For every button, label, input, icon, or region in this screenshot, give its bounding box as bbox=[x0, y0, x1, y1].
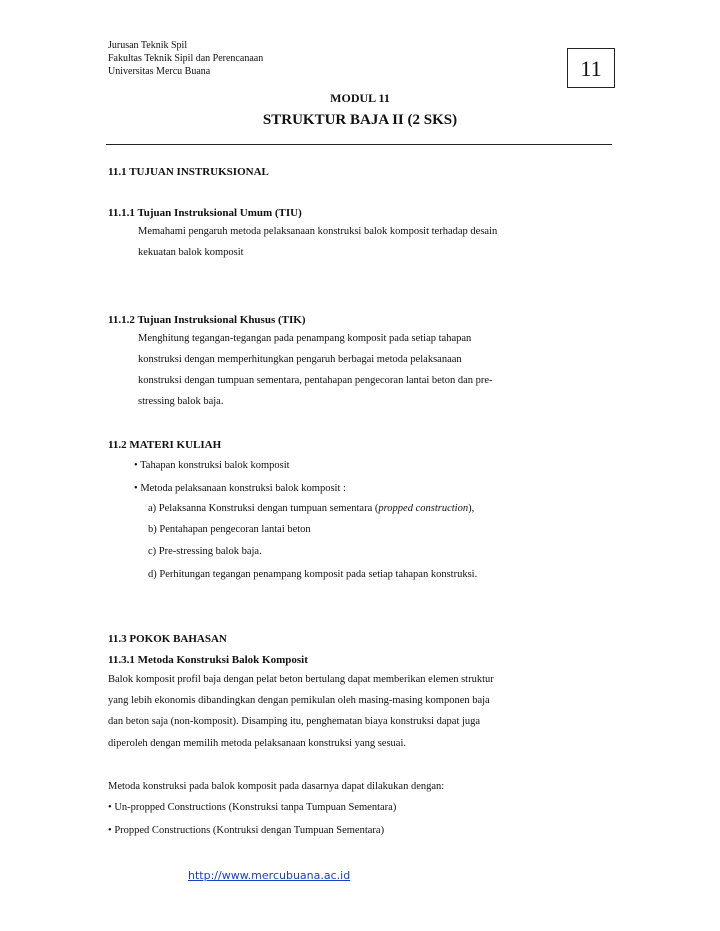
tik-line-3: konstruksi dengan tumpuan sementara, pentahapan pengecoran lantai beton dan pre- bbox=[138, 375, 493, 386]
para2: Metoda konstruksi pada balok komposit pada dasarnya dapat dilakukan dengan: bbox=[108, 781, 445, 792]
materi-item-b: b) Pentahapan pengecoran lantai beton bbox=[148, 524, 311, 535]
section-11-1-heading: 11.1 TUJUAN INSTRUKSIONAL bbox=[108, 166, 269, 178]
tik-line-4: stressing balok baja. bbox=[138, 396, 224, 407]
bullet-icon: • bbox=[134, 460, 138, 471]
title-divider bbox=[106, 144, 612, 145]
bullet-icon: • bbox=[108, 825, 112, 836]
footer-url-link[interactable]: http://www.mercubuana.ac.id bbox=[188, 869, 351, 882]
bullet-icon: • bbox=[134, 483, 138, 494]
page-number-box: 11 bbox=[567, 48, 615, 88]
item-a-post: ), bbox=[468, 503, 475, 514]
materi-item-a bbox=[148, 503, 474, 514]
course-title: STRUKTUR BAJA II (2 SKS) bbox=[262, 112, 458, 128]
materi-bullet-1-text: Tahapan konstruksi balok komposit bbox=[140, 460, 290, 471]
materi-item-c: c) Pre-stressing balok baja. bbox=[148, 546, 262, 557]
tiu-line-2: kekuatan balok komposit bbox=[138, 247, 244, 258]
method-bullet-1-text: Un-propped Constructions (Konstruksi tanpa Tumpuan Sementara) bbox=[114, 802, 397, 813]
tiu-line-1: Memahami pengaruh metoda pelaksanaan konstruksi balok komposit terhadap desain bbox=[138, 226, 498, 237]
materi-item-d: d) Perhitungan tegangan penampang komposit pada setiap tahapan konstruksi. bbox=[148, 569, 478, 580]
item-a-italic: propped construction bbox=[378, 503, 469, 514]
para1-line-3: dan beton saja (non-komposit). Disamping itu, penghematan biaya konstruksi dapat juga bbox=[108, 716, 481, 727]
section-11-2-heading: 11.2 MATERI KULIAH bbox=[108, 439, 222, 451]
item-a-pre: a) Pelaksanna Konstruksi dengan tumpuan sementara ( bbox=[148, 503, 379, 514]
section-11-3-heading: 11.3 POKOK BAHASAN bbox=[108, 633, 227, 645]
tik-line-2: konstruksi dengan memperhitungkan pengaruh berbagai metoda pelaksanaan bbox=[138, 354, 462, 365]
header-university: Universitas Mercu Buana bbox=[108, 66, 211, 77]
section-11-3-1-heading: 11.3.1 Metoda Konstruksi Balok Komposit bbox=[108, 654, 308, 666]
tik-line-1: Menghitung tegangan-tegangan pada penampang komposit pada setiap tahapan bbox=[138, 333, 472, 344]
para1-line-4: diperoleh dengan memilih metoda pelaksanaan konstruksi yang sesuai. bbox=[108, 738, 407, 749]
tik-heading: 11.1.2 Tujuan Instruksional Khusus (TIK) bbox=[108, 314, 306, 326]
header-department: Jurusan Teknik Spil bbox=[108, 40, 188, 51]
header-faculty: Fakultas Teknik Sipil dan Perencanaan bbox=[108, 53, 264, 64]
method-bullet-2 bbox=[108, 825, 384, 836]
method-bullet-2-text: Propped Constructions (Kontruksi dengan Tumpuan Sementara) bbox=[114, 825, 385, 836]
bullet-icon: • bbox=[108, 802, 112, 813]
modul-title: MODUL 11 bbox=[330, 91, 390, 105]
method-bullet-1 bbox=[108, 802, 396, 813]
materi-bullet-1 bbox=[134, 460, 290, 471]
tiu-heading: 11.1.1 Tujuan Instruksional Umum (TIU) bbox=[108, 207, 302, 219]
para1-line-1: Balok komposit profil baja dengan pelat beton bertulang dapat memberikan elemen struktur bbox=[108, 674, 494, 685]
para1-line-2: yang lebih ekonomis dibandingkan dengan pemikulan oleh masing-masing komponen baja bbox=[108, 695, 490, 706]
materi-bullet-2 bbox=[134, 483, 346, 494]
materi-bullet-2-text: Metoda pelaksanaan konstruksi balok komposit : bbox=[140, 483, 346, 494]
